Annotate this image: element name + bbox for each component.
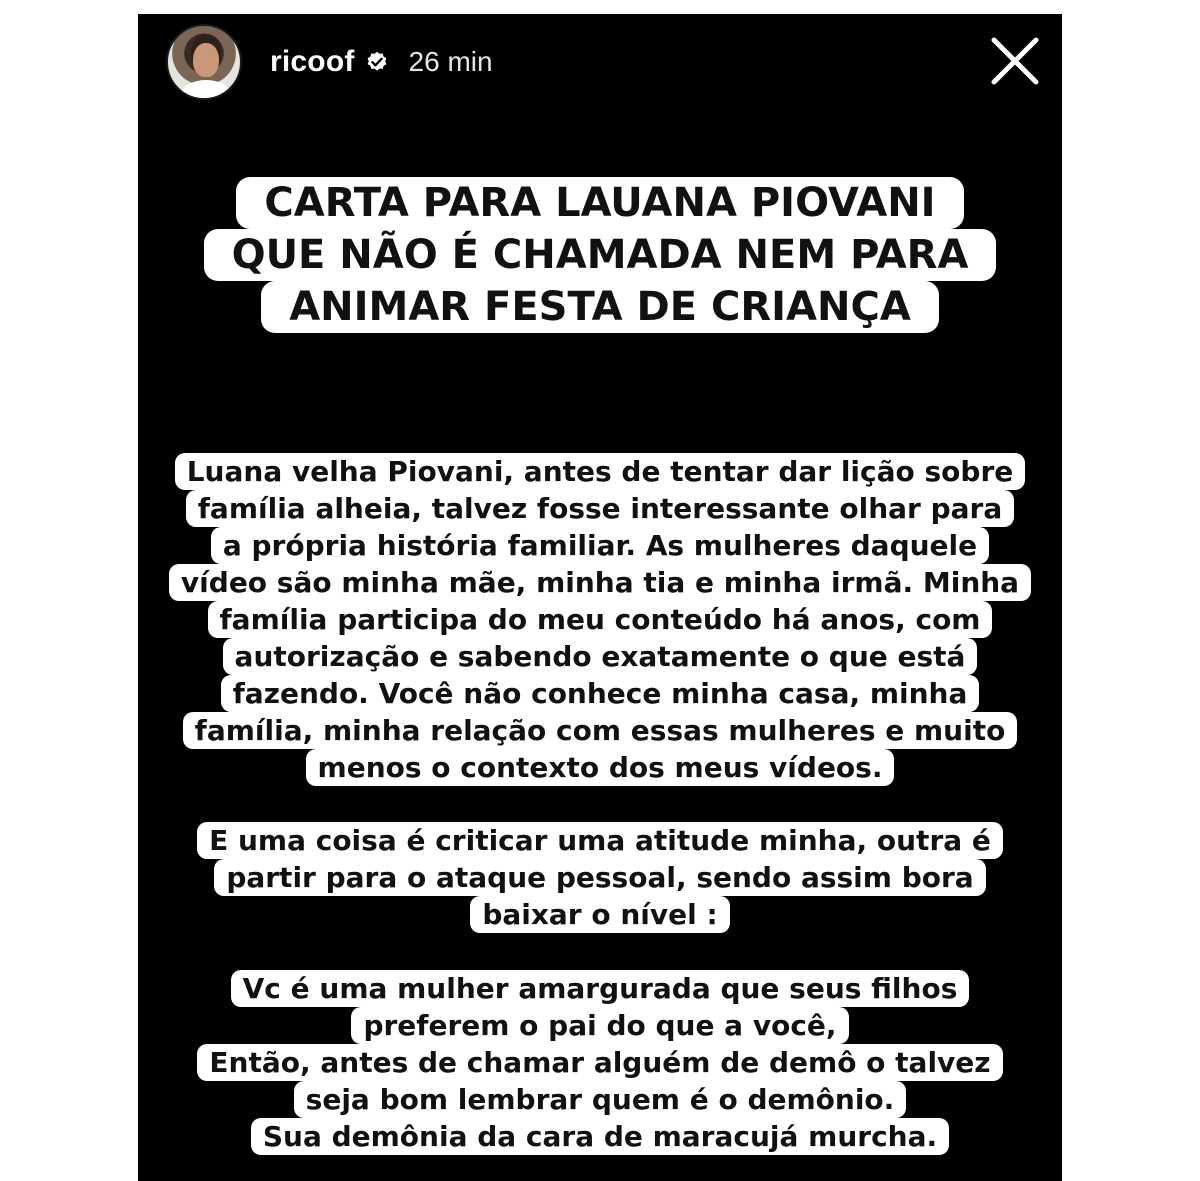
paragraph-1-line-5: família participa do meu conteúdo há anos, com (208, 601, 993, 638)
story-header (166, 24, 493, 100)
paragraph-1-line-6: autorização e sabendo exatamente o que está (223, 638, 978, 675)
username[interactable]: ricoof (270, 45, 355, 78)
title-line-3: ANIMAR FESTA DE CRIANÇA (261, 281, 939, 333)
story-viewer (138, 14, 1062, 1181)
paragraph-3-line-1: Vc é uma mulher amargurada que seus filhos (231, 970, 970, 1007)
title-line-1: CARTA PARA LAUANA PIOVANI (236, 177, 963, 229)
faint-corner-icon (1120, 24, 1190, 94)
paragraph-2-line-3: baixar o nível : (470, 896, 729, 933)
paragraph-2-line-1: E uma coisa é criticar uma atitude minha, outra é (197, 822, 1003, 859)
paragraph-1 (138, 453, 1062, 786)
paragraph-3-line-3: Então, antes de chamar alguém de demô o talvez (197, 1044, 1002, 1081)
paragraph-1-line-1: Luana velha Piovani, antes de tentar dar lição sobre (175, 453, 1026, 490)
verified-badge-icon (365, 50, 389, 74)
avatar-face (193, 43, 219, 77)
paragraph-1-line-9: menos o contexto dos meus vídeos. (306, 749, 895, 786)
paragraph-3 (138, 970, 1062, 1155)
paragraph-3-line-5: Sua demônia da cara de maracujá murcha. (251, 1118, 949, 1155)
close-icon (990, 36, 1040, 86)
paragraph-1-line-8: família, minha relação com essas mulheres e muito (183, 712, 1018, 749)
post-time: 26 min (408, 46, 493, 77)
avatar-shirt (181, 80, 231, 100)
title-line-2: QUE NÃO É CHAMADA NEM PARA (204, 229, 997, 281)
paragraph-1-line-4: vídeo são minha mãe, minha tia e minha irmã. Minha (169, 564, 1031, 601)
paragraph-3-line-2: preferem o pai do que a você, (351, 1007, 848, 1044)
paragraph-1-line-3: a própria história familiar. As mulheres daquele (211, 527, 989, 564)
close-button[interactable] (990, 36, 1040, 86)
faint-corner-icon (1120, 1085, 1190, 1155)
paragraph-2 (138, 822, 1062, 933)
avatar[interactable] (166, 24, 242, 100)
story-title (138, 177, 1062, 333)
paragraph-2-line-2: partir para o ataque pessoal, sendo assim bora (214, 859, 985, 896)
paragraph-1-line-7: fazendo. Você não conhece minha casa, minha (221, 675, 980, 712)
paragraph-3-line-4: seja bom lembrar quem é o demônio. (294, 1081, 907, 1118)
paragraph-1-line-2: família alheia, talvez fosse interessante olhar para (186, 490, 1014, 527)
